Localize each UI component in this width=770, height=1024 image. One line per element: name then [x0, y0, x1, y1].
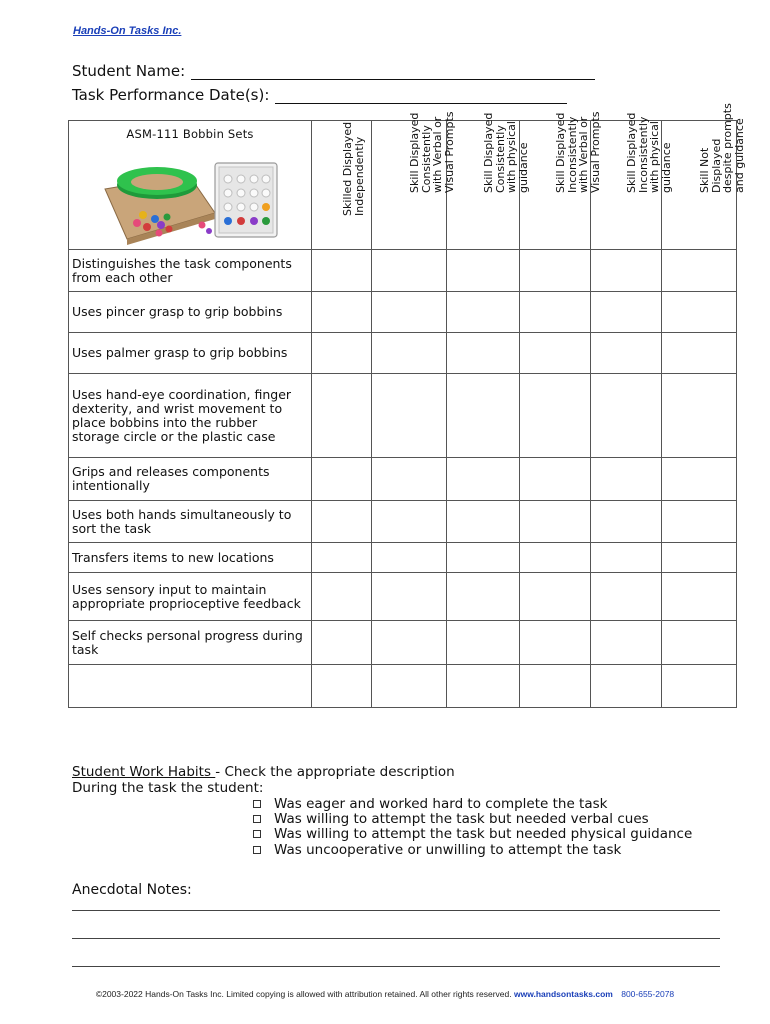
- rating-cell[interactable]: [312, 543, 372, 573]
- footer-phone: 800-655-2078: [621, 989, 675, 999]
- rating-cell[interactable]: [520, 621, 591, 665]
- rating-cell[interactable]: [372, 250, 447, 292]
- product-title: ASM-111 Bobbin Sets: [126, 127, 254, 141]
- rating-cell[interactable]: [662, 250, 737, 292]
- rating-cell[interactable]: [447, 333, 520, 374]
- rating-cell[interactable]: [312, 501, 372, 543]
- rating-cell[interactable]: [520, 250, 591, 292]
- column-header-label: Skill Not Displayed despite prompts and guidance: [698, 103, 746, 193]
- product-header-cell: [69, 121, 312, 250]
- habit-option-label: Was uncooperative or unwilling to attempt the task: [274, 841, 622, 858]
- column-header-not-displayed: [662, 103, 746, 250]
- skill-description: Uses palmer grasp to grip bobbins: [69, 333, 312, 374]
- rating-cell[interactable]: [372, 333, 447, 374]
- rating-cell[interactable]: [312, 374, 372, 458]
- habit-option-verbal-cues[interactable]: [253, 811, 692, 826]
- rating-cell[interactable]: [520, 333, 591, 374]
- rating-cell[interactable]: [372, 501, 447, 543]
- anecdotal-notes-label: Anecdotal Notes:: [72, 882, 192, 898]
- rating-cell[interactable]: [591, 250, 662, 292]
- table-row: [69, 458, 737, 501]
- habit-option-physical-guidance[interactable]: [253, 827, 692, 842]
- performance-date-line[interactable]: [275, 89, 567, 104]
- checkbox[interactable]: [253, 815, 261, 823]
- footer: [0, 989, 770, 999]
- rating-cell[interactable]: [662, 333, 737, 374]
- rating-cell[interactable]: [447, 501, 520, 543]
- rating-cell[interactable]: [662, 621, 737, 665]
- table-row: [69, 621, 737, 665]
- skill-description: Uses pincer grasp to grip bobbins: [69, 292, 312, 333]
- rating-cell[interactable]: [372, 573, 447, 621]
- rating-cell[interactable]: [591, 458, 662, 501]
- column-header-consistent-verbal: [372, 111, 456, 250]
- table-row: [69, 543, 737, 573]
- skills-table: [68, 103, 746, 708]
- work-habits-options: [253, 796, 692, 857]
- column-header-independent: [312, 121, 372, 250]
- work-habits-section: [72, 764, 455, 796]
- column-header-label: Skill Displayed Consistently with physical guidance: [482, 112, 530, 193]
- habit-option-label: Was willing to attempt the task but needed physical guidance: [274, 826, 693, 843]
- column-header-label: Skilled Displayed Independently: [340, 121, 365, 216]
- column-header-label: Skill Displayed Inconsistently with physical guidance: [625, 112, 673, 193]
- rating-cell[interactable]: [662, 292, 737, 333]
- habit-option-label: Was eager and worked hard to complete the task: [274, 795, 608, 812]
- rating-cell[interactable]: [312, 250, 372, 292]
- rating-cell[interactable]: [520, 573, 591, 621]
- skill-description: Distinguishes the task components from each other: [69, 250, 312, 292]
- habit-option-eager[interactable]: [253, 796, 692, 811]
- rating-cell[interactable]: [662, 543, 737, 573]
- performance-date-label: Task Performance Date(s):: [72, 86, 270, 104]
- column-header-label: Skill Displayed Consistently with Verbal or Visual Prompts: [408, 111, 456, 193]
- column-header-consistent-physical: [447, 112, 530, 250]
- bobbin-set-image: [97, 155, 287, 247]
- footer-website-link[interactable]: www.handsontasks.com: [513, 989, 613, 999]
- rating-cell[interactable]: [447, 621, 520, 665]
- habit-option-label: Was willing to attempt the task but needed verbal cues: [274, 810, 649, 827]
- skill-description: [69, 665, 312, 708]
- rating-cell[interactable]: [662, 458, 737, 501]
- table-row: [69, 250, 737, 292]
- rating-cell[interactable]: [591, 621, 662, 665]
- rating-cell[interactable]: [312, 573, 372, 621]
- skill-description: Self checks personal progress during task: [69, 621, 312, 665]
- checkbox[interactable]: [253, 800, 261, 808]
- column-header-inconsistent-physical: [591, 112, 673, 250]
- rating-cell[interactable]: [372, 621, 447, 665]
- table-row: [69, 573, 737, 621]
- rating-cell[interactable]: [662, 374, 737, 458]
- column-header-label: Skill Displayed Inconsistently with Verbal or Visual Prompts: [554, 111, 602, 193]
- student-name-label: Student Name:: [72, 62, 186, 80]
- rating-cell[interactable]: [520, 292, 591, 333]
- table-row: [69, 333, 737, 374]
- rating-cell[interactable]: [312, 621, 372, 665]
- rating-cell[interactable]: [312, 458, 372, 501]
- rating-cell[interactable]: [591, 573, 662, 621]
- rating-cell[interactable]: [372, 458, 447, 501]
- rating-cell[interactable]: [447, 458, 520, 501]
- table-row: [69, 501, 737, 543]
- rating-cell[interactable]: [372, 292, 447, 333]
- rating-cell[interactable]: [591, 292, 662, 333]
- rating-cell[interactable]: [520, 665, 591, 708]
- student-name-line[interactable]: [191, 65, 595, 80]
- rating-cell[interactable]: [312, 333, 372, 374]
- work-habits-instruction: - Check the appropriate description: [215, 764, 455, 780]
- work-habits-during: During the task the student:: [72, 780, 264, 796]
- rating-cell[interactable]: [591, 333, 662, 374]
- checkbox[interactable]: [253, 846, 261, 854]
- brand-link[interactable]: Hands-On Tasks Inc.: [73, 25, 182, 37]
- checkbox[interactable]: [253, 830, 261, 838]
- table-row: [69, 665, 737, 708]
- notes-line[interactable]: [72, 910, 720, 911]
- rating-cell[interactable]: [447, 573, 520, 621]
- skill-description: Uses both hands simultaneously to sort the task: [69, 501, 312, 543]
- rating-cell[interactable]: [372, 374, 447, 458]
- table-row: [69, 292, 737, 333]
- rating-cell[interactable]: [591, 374, 662, 458]
- rating-cell[interactable]: [372, 543, 447, 573]
- rating-cell[interactable]: [520, 543, 591, 573]
- performance-date-field: [72, 86, 567, 104]
- column-header-inconsistent-verbal: [520, 111, 602, 250]
- work-habits-title: Student Work Habits: [72, 764, 216, 780]
- rating-cell[interactable]: [372, 665, 447, 708]
- rating-cell[interactable]: [447, 665, 520, 708]
- footer-copyright: ©2003-2022 Hands-On Tasks Inc. Limited copying is allowed with attribution retained. All other rights reserved.: [95, 989, 512, 999]
- rating-cell[interactable]: [662, 501, 737, 543]
- table-header-row: [69, 121, 737, 250]
- rating-cell[interactable]: [312, 292, 372, 333]
- rating-cell[interactable]: [591, 665, 662, 708]
- skill-description: Uses sensory input to maintain appropriate proprioceptive feedback: [69, 573, 312, 621]
- skill-description: Uses hand-eye coordination, finger dexterity, and wrist movement to place bobbins into the rubber storage circle or the plastic case: [69, 374, 312, 458]
- rating-cell[interactable]: [591, 501, 662, 543]
- rating-cell[interactable]: [447, 250, 520, 292]
- rating-cell[interactable]: [520, 501, 591, 543]
- rating-cell[interactable]: [662, 573, 737, 621]
- skill-description: Transfers items to new locations: [69, 543, 312, 573]
- habit-option-uncooperative[interactable]: [253, 842, 692, 857]
- skill-description: Grips and releases components intentionally: [69, 458, 312, 501]
- rating-cell[interactable]: [591, 543, 662, 573]
- notes-line[interactable]: [72, 966, 720, 967]
- rating-cell[interactable]: [520, 458, 591, 501]
- rating-cell[interactable]: [520, 374, 591, 458]
- rating-cell[interactable]: [447, 543, 520, 573]
- rating-cell[interactable]: [662, 665, 737, 708]
- student-name-field: [72, 62, 595, 80]
- rating-cell[interactable]: [312, 665, 372, 708]
- rating-cell[interactable]: [447, 292, 520, 333]
- notes-line[interactable]: [72, 938, 720, 939]
- table-row: [69, 374, 737, 458]
- rating-cell[interactable]: [447, 374, 520, 458]
